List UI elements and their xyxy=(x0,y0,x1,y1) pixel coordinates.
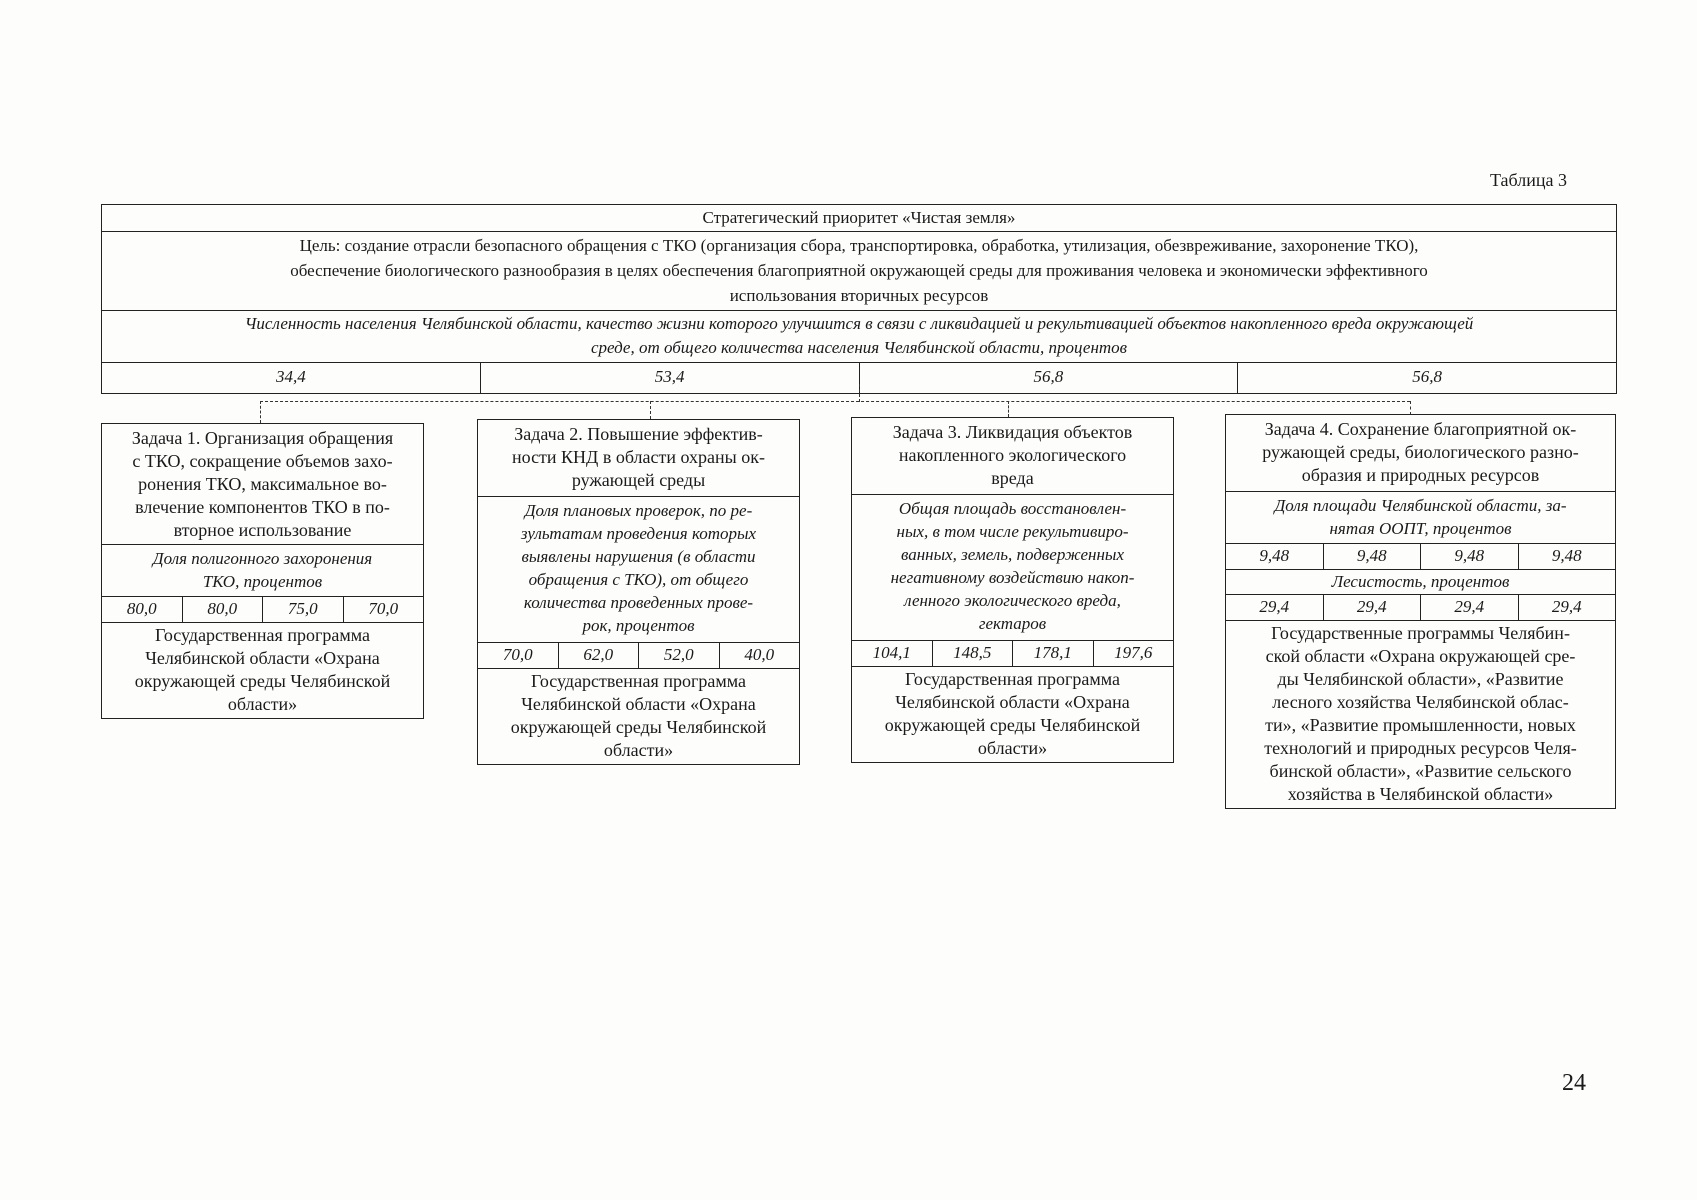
task-program-line: области» xyxy=(977,738,1048,758)
goal-line: обеспечение биологического разнообразия в целях обеспечения благоприятной окружающей среды для проживания человека и экономически эффективного xyxy=(290,261,1428,280)
main-indicator xyxy=(102,310,1616,362)
value-cell: 148,5 xyxy=(932,641,1013,666)
task-indicator-line: негативному воздействию накоп- xyxy=(890,568,1135,587)
value-cell: 104,1 xyxy=(872,643,911,662)
task-title-line: ронения ТКО, максимальное во- xyxy=(138,474,387,494)
indicator-line: среде, от общего количества населения Челябинской области, процентов xyxy=(590,338,1128,357)
page-number: 24 xyxy=(1562,1070,1586,1096)
priority-title: Стратегический приоритет «Чистая земля» xyxy=(702,208,1016,227)
connector-task-4 xyxy=(1410,401,1411,415)
task-program-line: хозяйства в Челябинской области» xyxy=(1287,784,1554,804)
task-indicator-values xyxy=(852,640,1173,666)
value-cell: 9,48 xyxy=(1518,544,1616,569)
table-caption: Таблица 3 xyxy=(1490,170,1567,190)
goal-line: использования вторичных ресурсов xyxy=(729,286,989,305)
task-indicator-line: гектаров xyxy=(978,614,1047,633)
connector-task-3 xyxy=(1008,401,1009,417)
task-program-line: Челябинской области «Охрана xyxy=(145,648,380,668)
task-indicator xyxy=(1226,491,1615,543)
value-cell: 53,4 xyxy=(480,363,859,393)
task-title-line: Задача 2. Повышение эффектив- xyxy=(514,424,763,444)
task-title-line: Задача 4. Сохранение благоприятной ок- xyxy=(1264,419,1577,439)
value-cell: 178,1 xyxy=(1012,641,1093,666)
value-cell: 62,0 xyxy=(558,643,639,668)
value-cell: 40,0 xyxy=(719,643,800,668)
task-indicator-line: рок, процентов xyxy=(582,616,695,635)
task-program-line: окружающей среды Челябинской xyxy=(134,671,391,691)
task-title xyxy=(852,418,1173,494)
task-title-line: вторное использование xyxy=(173,520,352,540)
connector-task-1 xyxy=(260,401,261,423)
task-title-line: влечение компонентов ТКО в по- xyxy=(135,497,390,517)
task-indicator-2-values xyxy=(1226,594,1615,620)
value-cell: 197,6 xyxy=(1093,641,1174,666)
task-program-line: Челябинской области «Охрана xyxy=(895,692,1130,712)
task-indicator-line: выявлены нарушения (в области xyxy=(521,547,756,566)
task-indicator-line: количества проведенных прове- xyxy=(523,593,754,612)
task-indicator-values xyxy=(478,642,799,668)
task-program-line: окружающей среды Челябинской xyxy=(884,715,1141,735)
task-indicator-line: Общая площадь восстановлен- xyxy=(898,499,1127,518)
task-program-line: ской области «Охрана окружающей сре- xyxy=(1265,646,1576,666)
task-program xyxy=(102,622,423,718)
value-cell: 29,4 xyxy=(1323,595,1421,620)
task-indicator-line: Доля площади Челябинской области, за- xyxy=(1274,496,1567,515)
task-indicator-values xyxy=(102,596,423,622)
task-indicator-line: ных, в том числе рекультивиро- xyxy=(896,522,1129,541)
task-3-box xyxy=(851,417,1174,763)
task-program-line: лесного хозяйства Челябинской облас- xyxy=(1272,692,1569,712)
task-program-line: области» xyxy=(227,694,298,714)
task-title-line: вреда xyxy=(991,468,1034,488)
task-indicator xyxy=(102,544,423,596)
value-cell: 29,4 xyxy=(1518,595,1616,620)
task-program-line: области» xyxy=(603,740,674,760)
value-cell: 56,8 xyxy=(859,363,1238,393)
task-program xyxy=(852,666,1173,762)
task-indicator xyxy=(852,494,1173,640)
task-program xyxy=(478,668,799,764)
task-title-line: Задача 1. Организация обращения xyxy=(131,428,394,448)
task-program-line: Государственная программа xyxy=(155,625,370,645)
task-indicator-line: Лесистость, процентов xyxy=(1331,572,1510,591)
value-cell: 80,0 xyxy=(126,599,157,618)
task-program-line: Челябинской области «Охрана xyxy=(521,694,756,714)
value-cell: 9,48 xyxy=(1420,544,1518,569)
task-indicator-2 xyxy=(1226,569,1615,594)
value-cell: 52,0 xyxy=(638,643,719,668)
value-cell: 56,8 xyxy=(1237,363,1616,393)
task-program-line: окружающей среды Челябинской xyxy=(510,717,767,737)
task-indicator-line: нятая ООПТ, процентов xyxy=(1329,519,1512,538)
task-indicator-line: ленного экологического вреда, xyxy=(904,591,1121,610)
task-indicator-values xyxy=(1226,543,1615,569)
task-4-box xyxy=(1225,414,1616,809)
value-cell: 9,48 xyxy=(1323,544,1421,569)
task-indicator-line: Доля плановых проверок, по ре- xyxy=(524,501,753,520)
task-title-line: ности КНД в области охраны ок- xyxy=(511,447,766,467)
task-title-line: накопленного экологического xyxy=(898,445,1127,465)
goal-line: Цель: создание отрасли безопасного обращения с ТКО (организация сбора, транспортировка, обработка, утилизация, обезвреживание, захоронение ТКО), xyxy=(299,236,1419,255)
task-title-line: ружающей среды xyxy=(571,470,706,490)
task-title xyxy=(478,420,799,496)
value-cell: 9,48 xyxy=(1259,546,1290,565)
value-cell: 70,0 xyxy=(343,597,424,622)
task-indicator-line: Доля полигонного захоронения xyxy=(152,549,373,568)
task-program-line: ды Челябинской области», «Развитие xyxy=(1277,669,1564,689)
task-indicator xyxy=(478,496,799,642)
goal-text xyxy=(102,231,1616,310)
task-title xyxy=(102,424,423,544)
value-cell: 75,0 xyxy=(262,597,343,622)
task-1-box xyxy=(101,423,424,719)
value-cell: 80,0 xyxy=(182,597,263,622)
task-program xyxy=(1226,620,1615,808)
value-cell: 29,4 xyxy=(1259,597,1290,616)
task-title-line: образия и природных ресурсов xyxy=(1301,465,1540,485)
value-cell: 70,0 xyxy=(502,645,533,664)
task-2-box xyxy=(477,419,800,765)
task-indicator-line: ТКО, процентов xyxy=(202,572,323,591)
strategic-priority-block xyxy=(101,204,1617,394)
connector-task-2 xyxy=(650,401,651,419)
task-title-line: Задача 3. Ликвидация объектов xyxy=(892,422,1133,442)
task-title-line: с ТКО, сокращение объемов захо- xyxy=(132,451,393,471)
task-program-line: Государственные программы Челябин- xyxy=(1271,623,1570,643)
task-title-line: ружающей среды, биологического разно- xyxy=(1262,442,1579,462)
value-cell: 34,4 xyxy=(276,367,306,386)
task-indicator-line: ванных, земель, подверженных xyxy=(900,545,1124,564)
task-indicator-line: зультатам проведения которых xyxy=(520,524,757,543)
task-program-line: ти», «Развитие промышленности, новых xyxy=(1265,715,1576,735)
task-indicator-line: обращения с ТКО), от общего xyxy=(528,570,749,589)
task-program-line: бинской области», «Развитие сельского xyxy=(1269,761,1572,781)
task-program-line: Государственная программа xyxy=(531,671,746,691)
task-title xyxy=(1226,415,1615,491)
connector-trunk xyxy=(859,384,860,402)
value-cell: 29,4 xyxy=(1420,595,1518,620)
connector-bus xyxy=(260,401,1410,402)
task-program-line: Государственная программа xyxy=(905,669,1120,689)
indicator-line: Численность населения Челябинской области, качество жизни которого улучшится в связи с ликвидацией и рекультивацией объектов накопленного вреда окружающей xyxy=(244,314,1474,333)
task-program-line: технологий и природных ресурсов Челя- xyxy=(1264,738,1577,758)
